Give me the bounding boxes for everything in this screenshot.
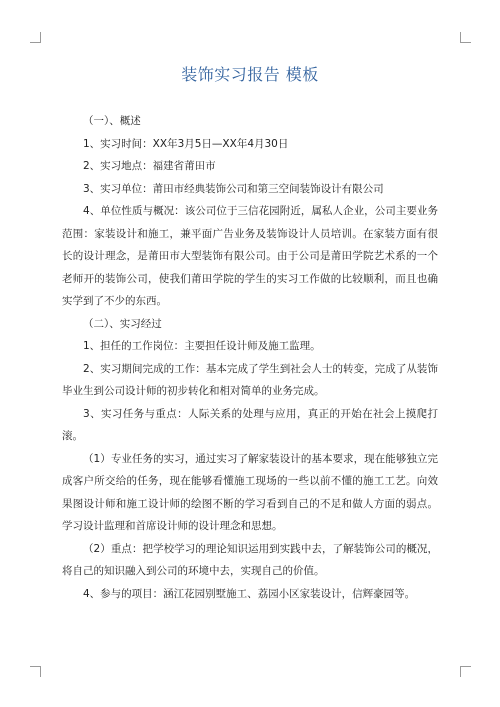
crop-mark-bottom-right xyxy=(460,666,471,677)
document-title: 装饰实习报告 模板 xyxy=(181,65,319,84)
crop-mark-top-right xyxy=(460,32,471,43)
paragraph-company-overview: 4、单位性质与概况：该公司位于三信花园附近，属私人企业，公司主要业务范围：家装设计和施工，兼平面广告业务及装饰设计人员培训。在家装方面有很长的设计理念，是莆田市大型装饰有限公司。由于公司是莆田学院艺术系的一个老师开的装饰公司，使我们莆田学院的学生的实习工作做的比较顺利，而且也确实学到了不少的东西。 xyxy=(62,205,438,307)
section-heading-process: （二）、实习经过 xyxy=(83,317,162,330)
document-body xyxy=(62,110,438,605)
paragraph-internship-company: 3、实习单位：莆田市经典装饰公司和第三空间装饰设计有限公司 xyxy=(83,182,384,195)
paragraph-professional-tasks: （1）专业任务的实习，通过实习了解家装设计的基本要求，现在能够独立完成客户所交给的任务，现在能够看懂施工现场的一些以前不懂的施工工艺。向效果图设计师和施工设计师的绘图不断的学习看到自己的不足和做人方面的弱点。学习设计监理和首席设计师的设计理念和思想。 xyxy=(62,452,438,532)
paragraph-internship-time: 1、实习时间：XX年3月5日—XX年4月30日 xyxy=(83,137,289,150)
paragraph-completed-work: 2、实习期间完成的工作：基本完成了学生到社会人士的转变，完成了从装饰毕业生到公司设计师的初步转化和相对简单的业务完成。 xyxy=(62,362,438,397)
paragraph-tasks-focus: 3、实习任务与重点：人际关系的处理与应用，真正的开始在社会上摸爬打滚。 xyxy=(62,407,438,442)
crop-mark-bottom-left xyxy=(30,666,41,677)
paragraph-key-points: （2）重点：把学校学习的理论知识运用到实践中去，了解装饰公司的概况，将自己的知识融入到公司的环境中去，实现自己的价值。 xyxy=(62,542,438,577)
paragraph-position: 1、担任的工作岗位：主要担任设计师及施工监理。 xyxy=(83,340,321,352)
paragraph-projects: 4、参与的项目：涵江花园别墅施工、荔园小区家装设计，信辉豪园等。 xyxy=(83,587,416,600)
crop-mark-top-left xyxy=(30,32,41,43)
section-heading-overview: （一）、概述 xyxy=(83,115,141,127)
paragraph-internship-location: 2、实习地点：福建省莆田市 xyxy=(83,160,216,172)
